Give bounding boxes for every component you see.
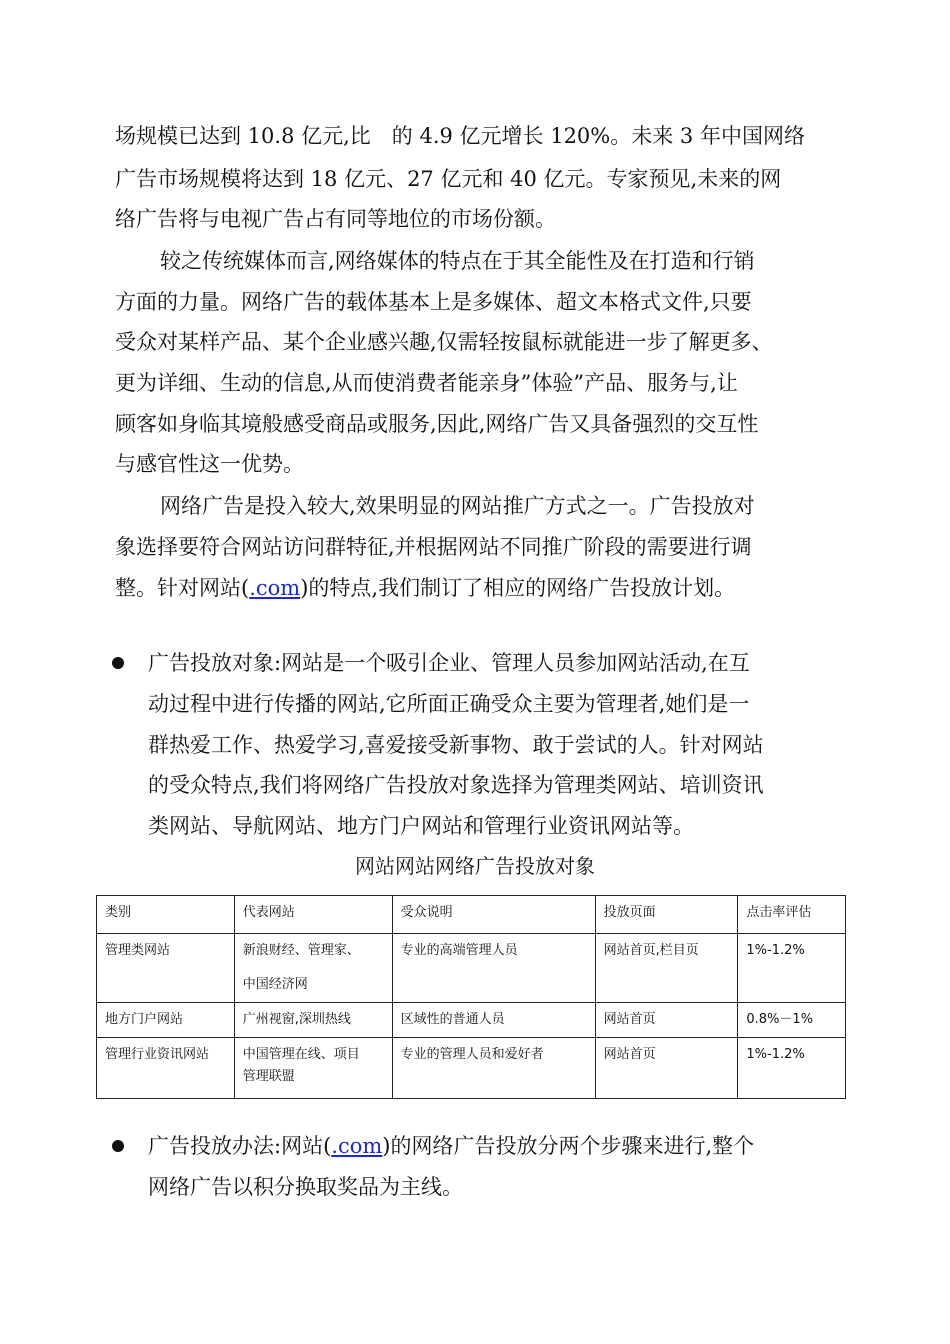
cell-placement-page: 网站首页,栏目页 bbox=[595, 934, 738, 1003]
paragraph-1-line-3: 络广告将与电视广告占有同等地位的市场份额。 bbox=[115, 207, 556, 231]
paragraph-3-line-3 bbox=[115, 570, 735, 606]
cell-category: 管理行业资讯网站 bbox=[97, 1038, 235, 1099]
cell-representative-sites bbox=[234, 1038, 392, 1099]
cell-sites-line-2: 中国经济网 bbox=[242, 977, 308, 992]
paragraph-2-line-4: 更为详细、生动的信息,从而使消费者能亲身”体验”产品、服务与,让 bbox=[115, 371, 738, 395]
paragraph-2-line-6: 与感官性这一优势。 bbox=[115, 452, 304, 476]
header-category: 类别 bbox=[97, 896, 235, 934]
table-caption: 网站网站网络广告投放对象 bbox=[355, 854, 595, 878]
cell-representative-sites bbox=[234, 934, 392, 1003]
table-row bbox=[97, 1003, 846, 1038]
paragraph-2-line-2: 方面的力量。网络广告的载体基本上是多媒体、超文本格式文件,只要 bbox=[115, 290, 752, 314]
cell-sites-line-1: 中国管理在线、项目 bbox=[242, 1047, 360, 1062]
cell-placement-page: 网站首页 bbox=[595, 1003, 738, 1038]
cell-sites-line-1: 新浪财经、管理家、 bbox=[242, 943, 360, 958]
bullet-2-text-post: )的网络广告投放分两个步骤来进行,整个 bbox=[382, 1134, 755, 1158]
paragraph-3-text-post: )的特点,我们制订了相应的网络广告投放计划。 bbox=[300, 576, 736, 600]
bullet-1-line-2: 动过程中进行传播的网站,它所面正确受众主要为管理者,她们是一 bbox=[148, 692, 750, 716]
paragraph-1-line-1: 场规模已达到 10.8 亿元,比 的 4.9 亿元增长 120%。未来 3 年中国网络 bbox=[115, 124, 805, 148]
paragraph-2-line-1: 较之传统媒体而言,网络媒体的特点在于其全能性及在打造和行销 bbox=[160, 249, 755, 273]
website-link[interactable]: .com bbox=[249, 576, 301, 600]
cell-click-rate: 0.8%－1% bbox=[738, 1003, 846, 1038]
table-header-row bbox=[97, 896, 846, 934]
cell-representative-sites: 广州视窗,深圳热线 bbox=[234, 1003, 392, 1038]
bullet-2-line-1 bbox=[148, 1128, 754, 1164]
bullet-dot-1 bbox=[112, 657, 124, 669]
cell-audience: 专业的管理人员和爱好者 bbox=[392, 1038, 595, 1099]
cell-audience: 区域性的普通人员 bbox=[392, 1003, 595, 1038]
table-row bbox=[97, 1038, 846, 1099]
cell-category: 管理类网站 bbox=[97, 934, 235, 1003]
cell-click-rate: 1%-1.2% bbox=[738, 1038, 846, 1099]
cell-audience: 专业的高端管理人员 bbox=[392, 934, 595, 1003]
paragraph-2-line-3: 受众对某样产品、某个企业感兴趣,仅需轻按鼠标就能进一步了解更多、 bbox=[115, 330, 773, 354]
bullet-1-line-5: 类网站、导航网站、地方门户网站和管理行业资讯网站等。 bbox=[148, 814, 694, 838]
header-representative-sites: 代表网站 bbox=[234, 896, 392, 934]
header-audience: 受众说明 bbox=[392, 896, 595, 934]
bullet-1-line-3: 群热爱工作、热爱学习,喜爱接受新事物、敢于尝试的人。针对网站 bbox=[148, 733, 764, 757]
website-link[interactable]: .com bbox=[331, 1134, 383, 1158]
cell-category: 地方门户网站 bbox=[97, 1003, 235, 1038]
header-click-rate: 点击率评估 bbox=[738, 896, 846, 934]
paragraph-3-text-pre: 整。针对网站( bbox=[115, 576, 250, 600]
cell-placement-page: 网站首页 bbox=[595, 1038, 738, 1099]
table-row bbox=[97, 934, 846, 1003]
bullet-2-text-pre: 广告投放办法:网站( bbox=[148, 1134, 332, 1158]
paragraph-3-line-2: 象选择要符合网站访问群特征,并根据网站不同推广阶段的需要进行调 bbox=[115, 535, 752, 559]
cell-sites-line-2: 管理联盟 bbox=[242, 1069, 295, 1084]
bullet-2-line-2: 网络广告以积分换取奖品为主线。 bbox=[148, 1175, 463, 1199]
header-placement-page: 投放页面 bbox=[595, 896, 738, 934]
ad-target-table bbox=[96, 895, 846, 1099]
bullet-1-line-1: 广告投放对象:网站是一个吸引企业、管理人员参加网站活动,在互 bbox=[148, 651, 750, 675]
paragraph-3-line-1: 网络广告是投入较大,效果明显的网站推广方式之一。广告投放对 bbox=[160, 494, 755, 518]
paragraph-1-line-2: 广告市场规模将达到 18 亿元、27 亿元和 40 亿元。专家预见,未来的网 bbox=[115, 167, 782, 191]
bullet-1-line-4: 的受众特点,我们将网络广告投放对象选择为管理类网站、培训资讯 bbox=[148, 773, 764, 797]
bullet-dot-2 bbox=[112, 1140, 124, 1152]
paragraph-2-line-5: 顾客如身临其境般感受商品或服务,因此,网络广告又具备强烈的交互性 bbox=[115, 412, 759, 436]
cell-click-rate: 1%-1.2% bbox=[738, 934, 846, 1003]
